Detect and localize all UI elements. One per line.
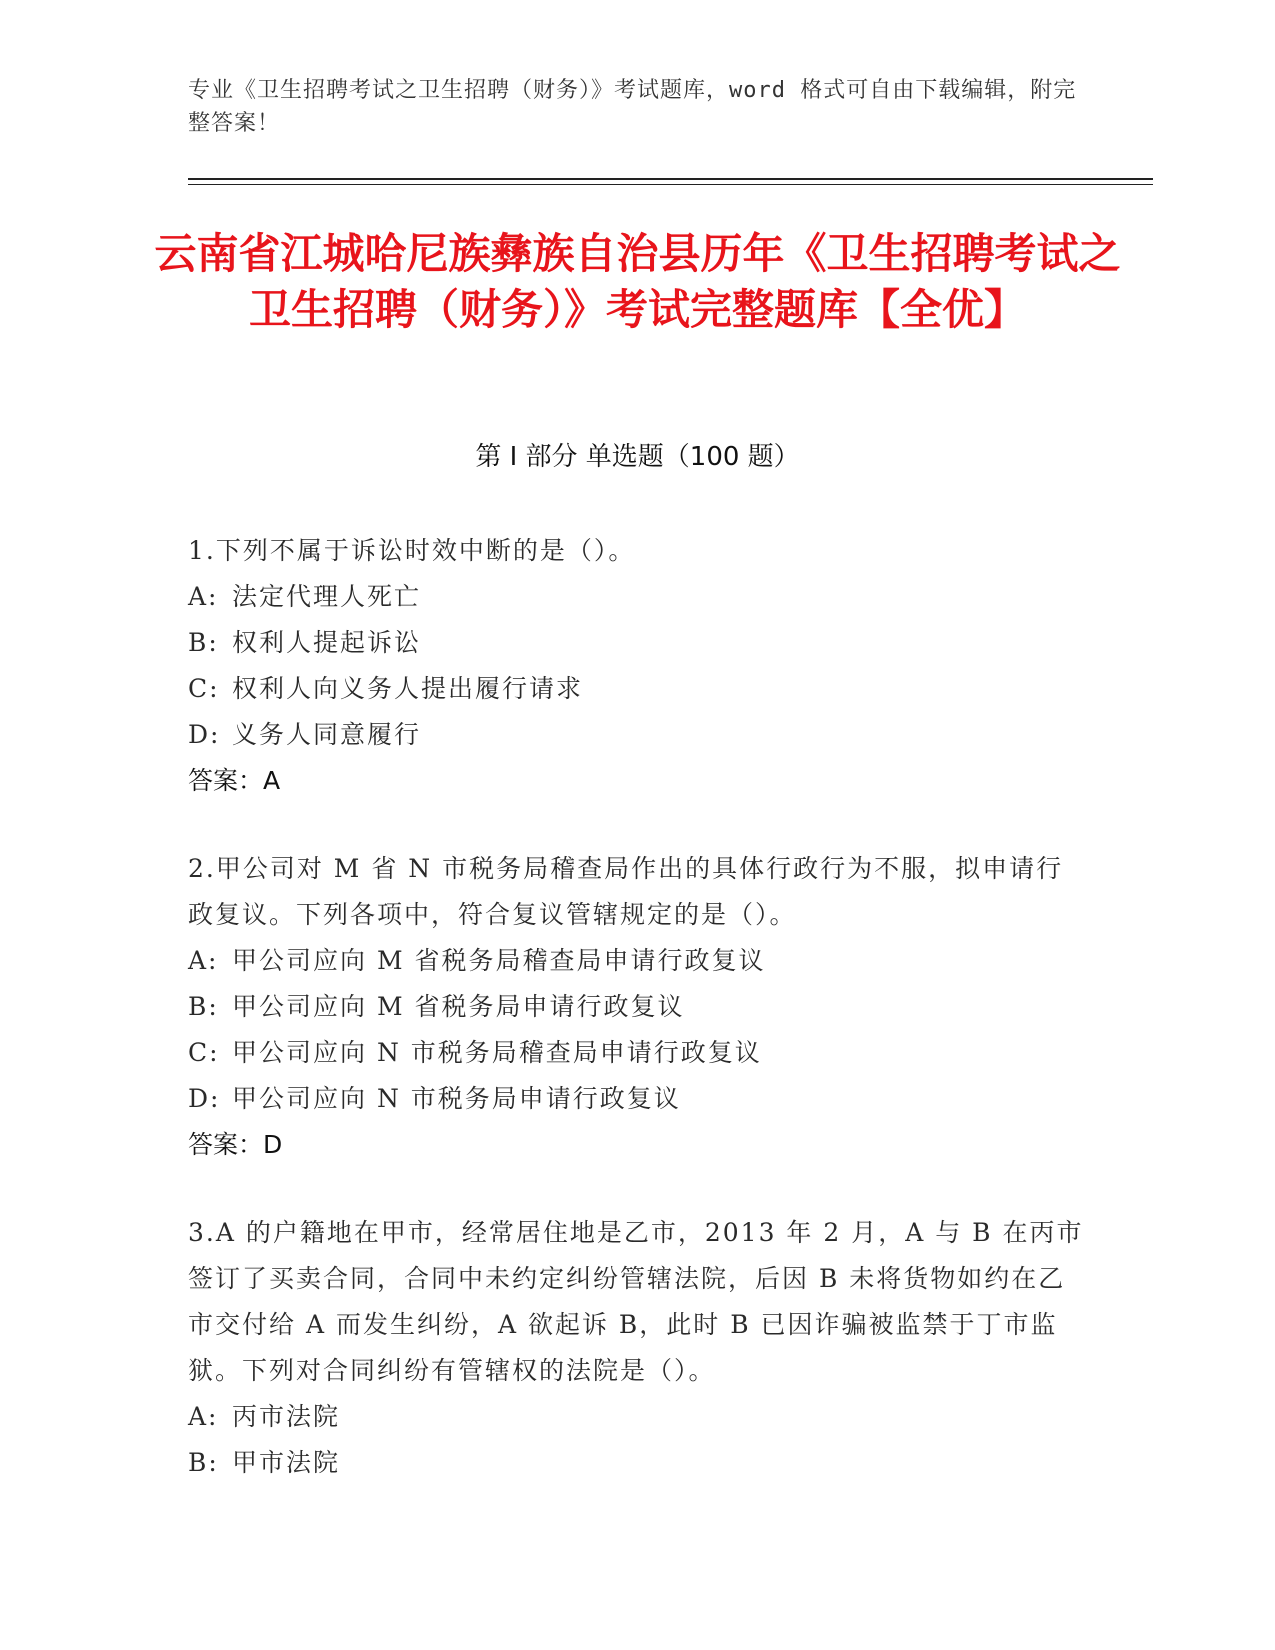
option-text: 甲公司应向 N 市税务局稽查局申请行政复议: [232, 1038, 762, 1067]
header-divider-thin: [188, 184, 1153, 185]
answer: 答案：A: [188, 766, 281, 795]
header-note: 专业《卫生招聘考试之卫生招聘（财务）》考试题库，word 格式可自由下载编辑，附完整答案！: [188, 78, 1077, 136]
option-b: [188, 1440, 1088, 1486]
document-title: 云南省江城哈尼族彝族自治县历年《卫生招聘考试之卫生招聘（财务）》考试完整题库【全优】: [154, 229, 1121, 334]
option-letter: A:: [188, 946, 219, 975]
question-text: 1.下列不属于诉讼时效中断的是（）。: [188, 536, 636, 565]
option-text: 甲市法院: [232, 1448, 341, 1477]
question-list: [188, 528, 1088, 1528]
option-d: [188, 1076, 1088, 1122]
option-letter: A:: [188, 1402, 219, 1431]
option-text: 甲公司应向 M 省税务局申请行政复议: [232, 992, 685, 1021]
option-letter: B:: [188, 992, 219, 1021]
option-text: 甲公司应向 M 省税务局稽查局申请行政复议: [232, 946, 766, 975]
option-b: [188, 984, 1088, 1030]
question-2: [188, 846, 1088, 1168]
option-text: 法定代理人死亡: [232, 582, 422, 611]
answer: 答案：D: [188, 1130, 283, 1159]
header-divider-thick: [188, 178, 1153, 180]
option-a: [188, 1394, 1088, 1440]
option-text: 权利人向义务人提出履行请求: [232, 674, 584, 703]
option-text: 丙市法院: [232, 1402, 341, 1431]
option-letter: B:: [188, 628, 219, 657]
question-1: [188, 528, 1088, 804]
option-c: [188, 666, 1088, 712]
option-text: 权利人提起诉讼: [232, 628, 422, 657]
option-b: [188, 620, 1088, 666]
option-letter: D:: [188, 1084, 221, 1113]
option-c: [188, 1030, 1088, 1076]
section-title: 第 I 部分 单选题（100 题）: [475, 442, 800, 472]
option-letter: A:: [188, 582, 219, 611]
option-letter: C:: [188, 674, 220, 703]
option-letter: D:: [188, 720, 221, 749]
option-a: [188, 938, 1088, 984]
question-text: 3.A 的户籍地在甲市，经常居住地是乙市，2013 年 2 月，A 与 B 在丙市签订了买卖合同，合同中未约定纠纷管辖法院，后因 B 未将货物如约在乙市交付给 A 而发生纠纷，A 欲起诉 B，此时 B 已因诈骗被监禁于丁市监狱。下列对合同纠纷有管辖权的法院是（）。: [188, 1218, 1084, 1385]
option-a: [188, 574, 1088, 620]
option-text: 义务人同意履行: [232, 720, 422, 749]
option-letter: B:: [188, 1448, 219, 1477]
question-3: [188, 1210, 1088, 1486]
question-text: 2.甲公司对 M 省 N 市税务局稽查局作出的具体行政行为不服，拟申请行政复议。下列各项中，符合复议管辖规定的是（）。: [188, 854, 1064, 929]
option-d: [188, 712, 1088, 758]
option-text: 甲公司应向 N 市税务局申请行政复议: [232, 1084, 681, 1113]
option-letter: C:: [188, 1038, 220, 1067]
